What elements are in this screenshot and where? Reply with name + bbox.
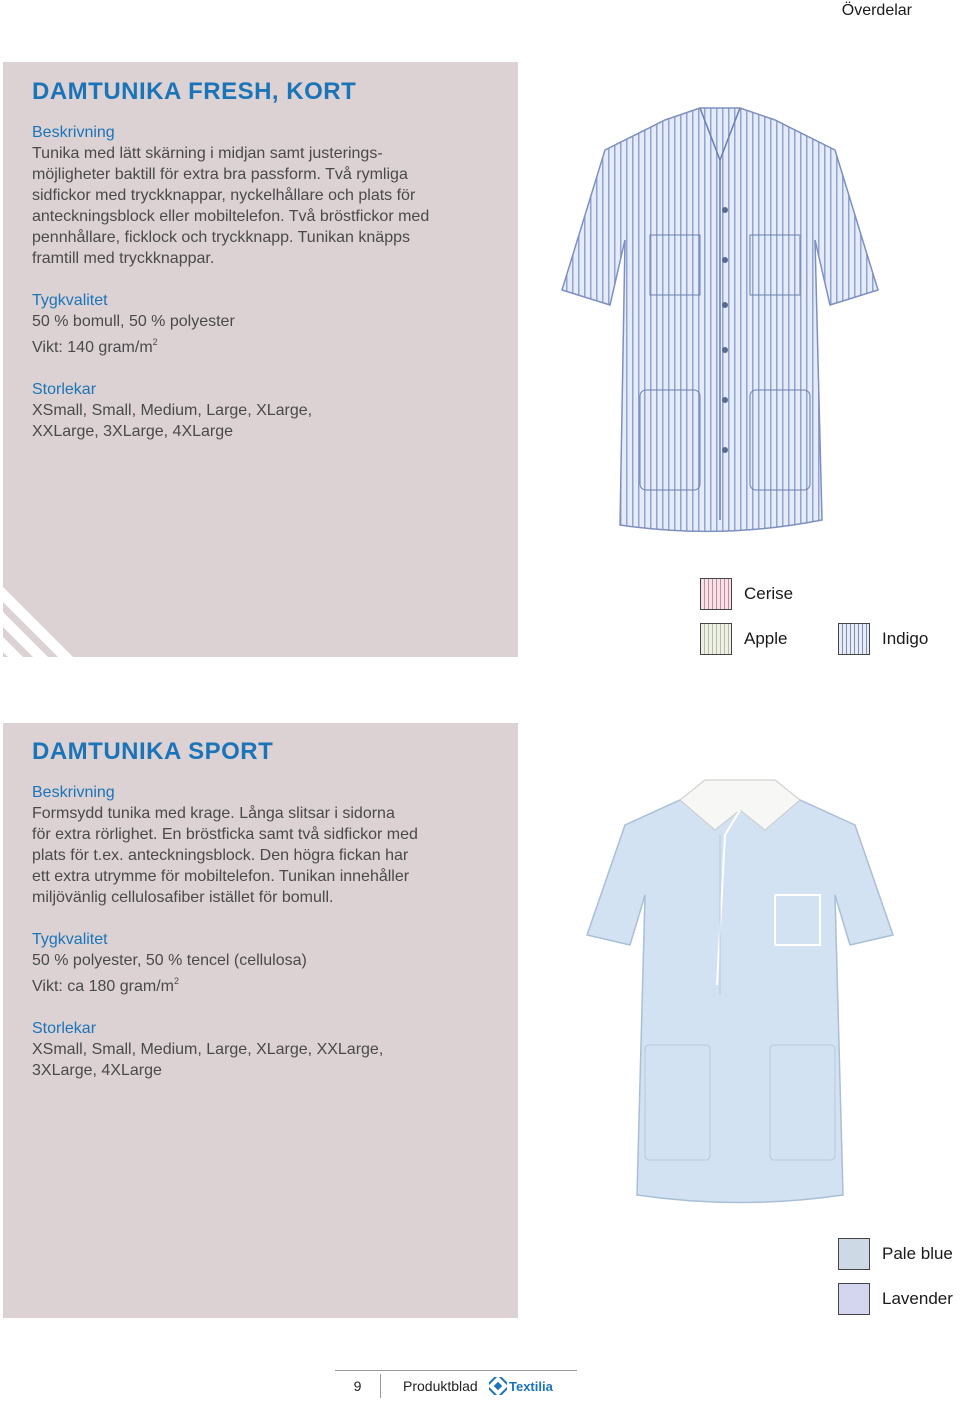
tunic-fresh-illustration bbox=[560, 100, 880, 550]
swatch-label: Indigo bbox=[882, 629, 929, 648]
section-label: Överdelar bbox=[841, 2, 912, 19]
description-line: plats för t.ex. anteckningsblock. Den högra fickan har bbox=[32, 847, 409, 864]
fabric-weight-line bbox=[32, 332, 472, 358]
sizes-line: XSmall, Small, Medium, Large, XLarge, bbox=[32, 402, 313, 419]
document-type: Produktblad bbox=[403, 1378, 478, 1394]
description-line: Tunika med lätt skärning i midjan samt justerings- bbox=[32, 145, 383, 162]
fabric-weight-sup: 2 bbox=[152, 337, 158, 347]
description-line: Formsydd tunika med krage. Långa slitsar i sidorna bbox=[32, 805, 395, 822]
page-number: 9 bbox=[335, 1374, 381, 1398]
fabric-weight: Vikt: 140 gram/m bbox=[32, 339, 153, 356]
sizes-heading: Storlekar bbox=[32, 381, 97, 398]
description-line: sidfickor med tryckknappar, nyckelhållare och plats för bbox=[32, 187, 416, 204]
panel-stripes-decoration bbox=[3, 587, 93, 657]
product-image-fresh bbox=[560, 100, 880, 550]
product-title: DAMTUNIKA FRESH, KORT bbox=[32, 78, 357, 105]
product-sport bbox=[32, 738, 472, 1102]
description-line: ett extra utrymme för mobiltelefon. Tunikan innehåller bbox=[32, 868, 410, 885]
fabric-composition: 50 % bomull, 50 % polyester bbox=[32, 313, 235, 330]
sizes-heading: Storlekar bbox=[32, 1020, 97, 1037]
description-line: miljövänlig cellulosafiber istället för bomull. bbox=[32, 889, 334, 906]
swatch-chip bbox=[838, 1283, 870, 1315]
color-swatch-indigo bbox=[838, 623, 928, 655]
fabric-composition: 50 % polyester, 50 % tencel (cellulosa) bbox=[32, 952, 307, 969]
swatch-chip bbox=[700, 578, 732, 610]
swatch-chip bbox=[838, 623, 870, 655]
sizes-line: 3XLarge, 4XLarge bbox=[32, 1062, 162, 1079]
product-fresh bbox=[32, 78, 472, 463]
swatch-chip bbox=[838, 1238, 870, 1270]
description-line: pennhållare, ficklock och tryckknapp. Tunikan knäpps bbox=[32, 229, 410, 246]
description-line: anteckningsblock eller mobiltelefon. Två bröstfickor med bbox=[32, 208, 430, 225]
description-line: möjligheter baktill för extra bra passform. Två rymliga bbox=[32, 166, 408, 183]
color-swatch-apple bbox=[700, 623, 787, 655]
brand-logo bbox=[489, 1377, 553, 1395]
product-title: DAMTUNIKA SPORT bbox=[32, 738, 274, 765]
fabric-heading: Tygkvalitet bbox=[32, 931, 108, 948]
swatch-label: Pale blue bbox=[882, 1244, 953, 1263]
description-line: framtill med tryckknappar. bbox=[32, 250, 215, 267]
textilia-logo-icon bbox=[489, 1377, 507, 1395]
fabric-weight: Vikt: ca 180 gram/m bbox=[32, 978, 174, 995]
tunic-sport-illustration bbox=[585, 775, 895, 1215]
fabric-heading: Tygkvalitet bbox=[32, 292, 108, 309]
fabric-weight-line bbox=[32, 971, 472, 997]
sizes-line: XXLarge, 3XLarge, 4XLarge bbox=[32, 423, 234, 440]
fabric-weight-sup: 2 bbox=[173, 976, 179, 986]
swatch-label: Cerise bbox=[744, 584, 794, 603]
description-heading: Beskrivning bbox=[32, 124, 115, 141]
color-swatch-lavender bbox=[838, 1283, 953, 1315]
product-image-sport bbox=[585, 775, 895, 1215]
sizes-line: XSmall, Small, Medium, Large, XLarge, XXLarge, bbox=[32, 1041, 384, 1058]
swatch-chip bbox=[700, 623, 732, 655]
description-heading: Beskrivning bbox=[32, 784, 115, 801]
brand-logo-text: Textilia bbox=[509, 1378, 553, 1394]
color-swatch-cerise bbox=[700, 578, 793, 610]
swatch-label: Lavender bbox=[882, 1289, 953, 1308]
swatch-label: Apple bbox=[744, 629, 788, 648]
color-swatch-pale-blue bbox=[838, 1238, 953, 1270]
description-line: för extra rörlighet. En bröstficka samt två sidfickor med bbox=[32, 826, 418, 843]
page-footer bbox=[335, 1370, 577, 1401]
